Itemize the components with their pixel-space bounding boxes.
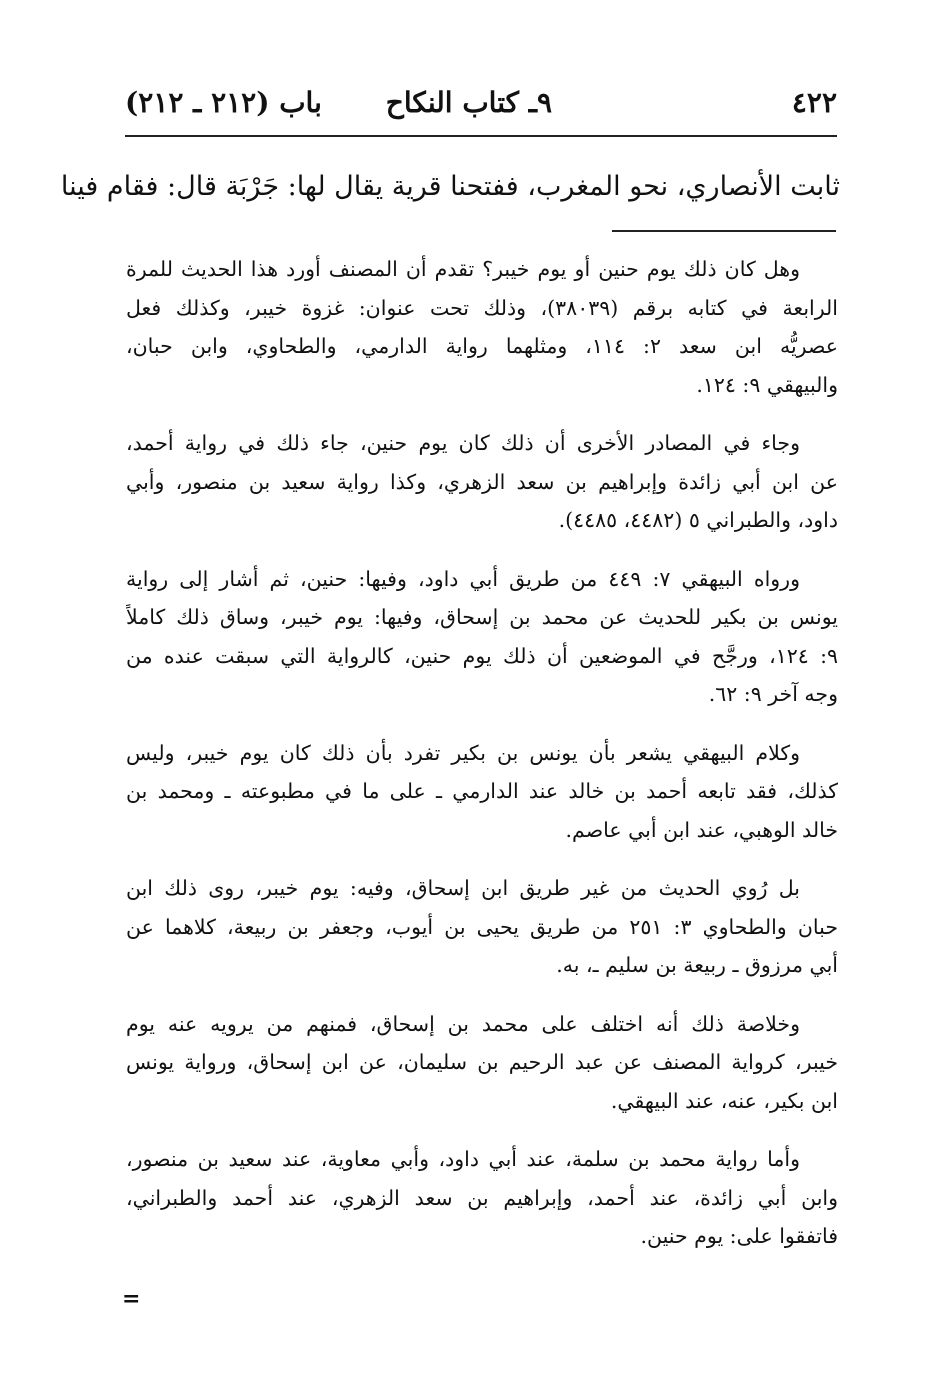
footnote-paragraph <box>126 869 838 985</box>
chapter-label: باب (٢١٢ ـ ٢١٢) <box>125 86 322 119</box>
footnote-line: فاتفقوا على: يوم حنين. <box>640 1224 838 1248</box>
footnote-line: وهل كان ذلك يوم حنين أو يوم خيبر؟ تقدم أن المصنف أورد هذا الحديث للمرة <box>126 257 800 281</box>
footnote-paragraph <box>126 1140 838 1256</box>
footnote-separator <box>612 230 836 232</box>
footnotes <box>126 250 838 1276</box>
footnote-line: وابن أبي زائدة، عند أحمد، وإبراهيم بن سعد الزهري، عند أحمد والطبراني، <box>126 1185 838 1210</box>
main-text-line: ثابت الأنصاري، نحو المغرب، ففتحنا قرية يقال لها: جَرْبَة قال: فقام فينا <box>60 171 840 202</box>
footnote-line: ابن بكير، عنه، عند البيهقي. <box>610 1088 838 1113</box>
footnote-line: أبي مرزوق ـ ربيعة بن سليم ـ، به. <box>556 953 838 977</box>
footnote-line: والبيهقي ٩: ١٢٤. <box>696 372 838 397</box>
footnote-line: وأما رواية محمد بن سلمة، عند أبي داود، وأبي معاوية، عند سعيد بن منصور، <box>126 1147 800 1171</box>
footnote-line: داود، والطبراني ٥ (٤٤٨٢، ٤٤٨٥). <box>558 508 838 532</box>
footnote-line: ورواه البيهقي ٧: ٤٤٩ من طريق أبي داود، وفيها: حنين، ثم أشار إلى رواية <box>126 566 800 591</box>
footnote-line: وجه آخر ٩: ٦٢. <box>708 682 838 706</box>
footnote-paragraph <box>126 734 838 850</box>
footnote-line: وجاء في المصادر الأخرى أن ذلك كان يوم حنين، جاء ذلك في رواية أحمد، <box>126 431 800 455</box>
footnote-line: بل رُوي الحديث من غير طريق ابن إسحاق، وفيه: يوم خيبر، روى ذلك ابن <box>126 876 800 900</box>
footnote-line: عن ابن أبي زائدة وإبراهيم بن سعد الزهري، وكذا رواية سعيد بن منصور، وأبي <box>126 469 838 494</box>
footnote-line: كذلك، فقد تابعه أحمد بن خالد عند الدارمي ـ على ما في مطبوعته ـ ومحمد بن <box>126 779 838 803</box>
continuation-mark: = <box>122 1286 141 1312</box>
footnote-line: الرابعة في كتابه برقم (٣٨٠٣٩)، وذلك تحت عنوان: غزوة خيبر، وكذلك فعل <box>126 295 838 320</box>
footnote-line: عصريُّه ابن سعد ٢: ١١٤، ومثلهما رواية الدارمي، والطحاوي، وابن حبان، <box>126 334 838 358</box>
footnote-line: خالد الوهبي، عند ابن أبي عاصم. <box>565 817 838 842</box>
footnote-paragraph <box>126 424 838 540</box>
header-rule <box>125 135 837 137</box>
running-header <box>125 86 837 126</box>
page-number: ٤٢٢ <box>791 86 837 119</box>
footnote-line: وخلاصة ذلك أنه اختلف على محمد بن إسحاق، فمنهم من يرويه عنه يوم <box>126 1011 800 1036</box>
footnote-paragraph <box>126 1005 838 1121</box>
footnote-line: حبان والطحاوي ٣: ٢٥١ من طريق يحيى بن أيوب، وجعفر بن ربيعة، كلاهما عن <box>126 914 838 939</box>
book-title: ٩ـ كتاب النكاح <box>385 86 552 119</box>
footnote-line: يونس بن بكير للحديث عن محمد بن إسحاق، وفيها: يوم خيبر، وساق ذلك كاملاً <box>126 605 838 629</box>
footnote-paragraph <box>126 560 838 714</box>
footnote-line: وكلام البيهقي يشعر بأن يونس بن بكير تفرد بأن ذلك كان يوم خيبر، وليس <box>126 740 800 765</box>
footnote-line: ٩: ١٢٤، ورجَّح في الموضعين أن ذلك يوم حنين، كالرواية التي سبقت عنده من <box>126 643 838 668</box>
footnote-paragraph <box>126 250 838 404</box>
footnote-line: خيبر، كرواية المصنف عن عبد الرحيم بن سليمان، عن ابن إسحاق، ورواية يونس <box>126 1050 838 1074</box>
